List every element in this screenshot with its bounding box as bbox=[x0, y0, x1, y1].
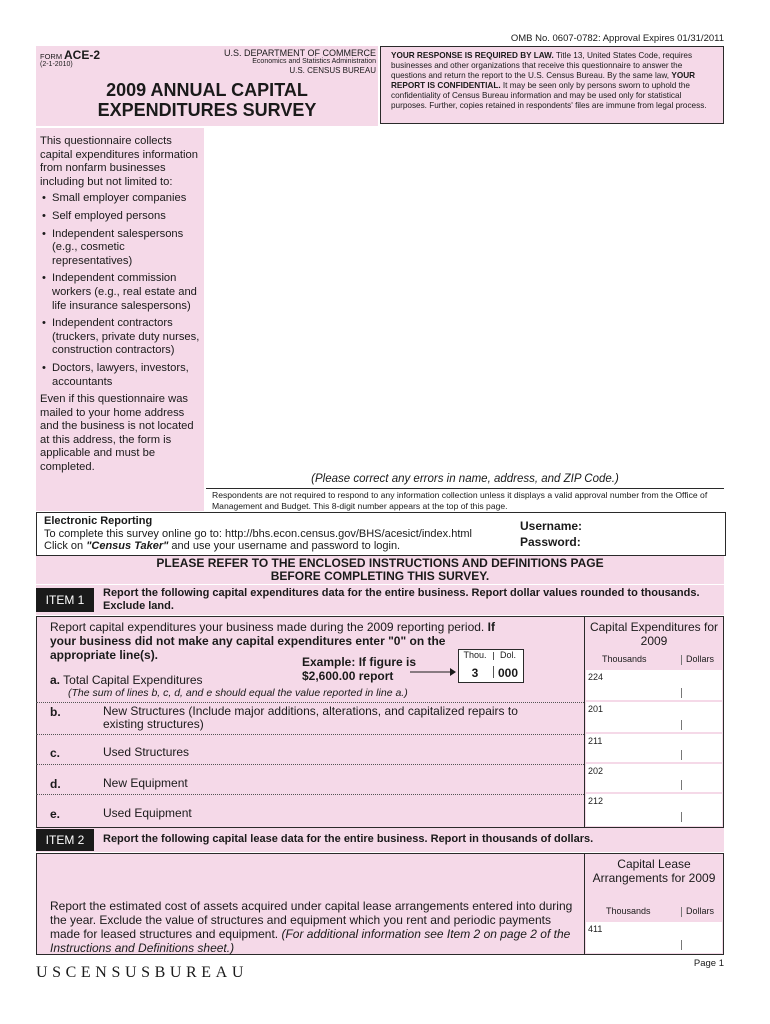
line-code: 201 bbox=[588, 704, 604, 714]
password-label: Password: bbox=[520, 535, 581, 549]
login-text: and use your username and password to login. bbox=[168, 540, 401, 552]
field-separator bbox=[681, 812, 682, 822]
refer-line: BEFORE COMPLETING THIS SURVEY. bbox=[270, 569, 490, 583]
row-divider bbox=[36, 764, 584, 765]
column-divider bbox=[584, 853, 585, 955]
column-divider bbox=[584, 616, 585, 828]
item2-tag: ITEM 2 bbox=[36, 829, 94, 851]
example-line: Example: If figure is bbox=[302, 655, 417, 669]
field-separator bbox=[681, 750, 682, 760]
census-taker-link[interactable]: "Census Taker" bbox=[86, 540, 169, 552]
survey-title-line: EXPENDITURES SURVEY bbox=[97, 100, 317, 120]
item2-report-text bbox=[50, 899, 575, 955]
login-instruction bbox=[44, 540, 400, 552]
survey-title bbox=[36, 80, 378, 120]
sidebar-list-item: • Small employer companies bbox=[40, 192, 202, 206]
line-letter: c. bbox=[50, 746, 61, 760]
address-correction-note: (Please correct any errors in name, address, and ZIP Code.) bbox=[311, 473, 619, 485]
report-bold: If your business did not make any capital expenditures enter "0" on the appropriate line(s). bbox=[50, 620, 495, 662]
report-text: Report capital expenditures your business made during the 2009 reporting period. bbox=[50, 620, 488, 634]
agency-line: U.S. DEPARTMENT OF COMMERCE bbox=[223, 48, 376, 58]
row-divider bbox=[36, 702, 584, 703]
agency-line: Economics and Statistics Administration bbox=[252, 58, 376, 65]
line-label: Total Capital Expenditures bbox=[63, 673, 203, 687]
thousands-label: Thousands bbox=[606, 906, 651, 916]
sidebar-outro: Even if this questionnaire was mailed to your home address and the business is not located at this address, the form is applicable and must be completed. bbox=[40, 393, 194, 474]
dollars-label: Dollars bbox=[686, 654, 715, 664]
confidential-notice: YOUR REPORT IS CONFIDENTIAL. bbox=[391, 71, 696, 90]
item1-column-header: Capital Expenditures for 2009 bbox=[589, 620, 719, 648]
sidebar-text bbox=[40, 135, 202, 475]
sum-note: (The sum of lines b, c, d, and e should equal the value reported in line a.) bbox=[68, 687, 408, 699]
line-code: 211 bbox=[588, 736, 603, 746]
census-bureau-logo: USCENSUSBUREAU bbox=[36, 964, 248, 981]
example-line: $2,600.00 report bbox=[302, 669, 394, 683]
field-separator bbox=[681, 688, 682, 698]
page-number: Page 1 bbox=[693, 958, 724, 969]
line-a-answer-field[interactable] bbox=[586, 670, 722, 700]
line-e-answer-field[interactable] bbox=[586, 794, 722, 826]
example-dol-value: 000 bbox=[497, 666, 519, 680]
line-letter: b. bbox=[50, 705, 61, 719]
line-b-answer-field[interactable] bbox=[586, 702, 722, 732]
sidebar-list bbox=[40, 192, 202, 389]
omb-respond-note: Respondents are not required to respond to any information collection unless it displays a valid approval number from the Office of Management and Budget. This 8-digit number appears at the top of this page. bbox=[206, 488, 724, 511]
field-separator bbox=[681, 940, 682, 950]
line-code: 202 bbox=[588, 766, 604, 776]
line-a bbox=[50, 673, 203, 687]
line-code: 212 bbox=[588, 796, 604, 806]
line-code: 411 bbox=[588, 924, 603, 934]
refer-text bbox=[36, 557, 724, 583]
item1-tag: ITEM 1 bbox=[36, 588, 94, 612]
refer-line: PLEASE REFER TO THE ENCLOSED INSTRUCTIONS AND DEFINITIONS PAGE bbox=[156, 556, 604, 570]
agency-block bbox=[190, 48, 376, 75]
sidebar-list-item: • Self employed persons bbox=[40, 210, 202, 224]
example-dol-header: Dol. bbox=[499, 650, 516, 660]
sidebar-list-item: • Independent contractors (truckers, private duty nurses, construction contractors) bbox=[40, 317, 202, 358]
legal-notice bbox=[380, 46, 724, 124]
line-label: New Equipment bbox=[103, 776, 188, 790]
form-id: ACE-2 bbox=[64, 48, 101, 62]
arrow-right-icon bbox=[410, 668, 456, 676]
form-label: FORM bbox=[40, 52, 63, 61]
online-url-line[interactable]: To complete this survey online go to: http://bhs.econ.census.gov/BHS/acesict/index.html bbox=[44, 528, 473, 540]
lease-answer-field[interactable] bbox=[586, 922, 722, 953]
line-letter: d. bbox=[50, 777, 61, 791]
line-label: Used Structures bbox=[103, 745, 190, 759]
sidebar-list-item: • Independent salespersons (e.g., cosmetic representatives) bbox=[40, 228, 202, 269]
legal-text: It may be seen only by persons sworn to uphold the confidentiality of Census Bureau information and may be used only for statistical purposes. Further, copies retained in respondents' files are immune from legal process. bbox=[391, 81, 707, 110]
form-date: (2-1-2010) bbox=[40, 61, 73, 68]
dollars-label: Dollars bbox=[686, 906, 715, 916]
line-label: Used Equipment bbox=[103, 806, 192, 820]
item2-column-header: Capital Lease Arrangements for 2009 bbox=[592, 857, 716, 885]
line-letter: a. bbox=[50, 673, 61, 687]
row-divider bbox=[36, 734, 584, 735]
line-c-answer-field[interactable] bbox=[586, 734, 722, 762]
sidebar-intro: This questionnaire collects capital expenditures information from nonfarm businesses including but not limited to: bbox=[40, 135, 198, 188]
item1-instruction: Report the following capital expenditures data for the entire business. Report dollar values rounded to thousands. Exclude land. bbox=[103, 587, 700, 612]
thousands-label: Thousands bbox=[602, 654, 647, 664]
sidebar-list-item: • Independent commission workers (e.g., real estate and life insurance salespersons) bbox=[40, 272, 202, 313]
line-letter: e. bbox=[50, 807, 61, 821]
report-italic: (For additional information see Item 2 on page 2 of the Instructions and Definitions sheet.) bbox=[50, 927, 571, 955]
legal-text: Title 13, United States Code, requires businesses and other organizations that receive this questionnaire to answer the questions and return the report to the U.S. Census Bureau. By the same law, bbox=[391, 51, 693, 80]
example-thou-header: Thou. bbox=[463, 650, 487, 660]
thousands-separator bbox=[681, 655, 682, 665]
omb-number: OMB No. 0607-0782: Approval Expires 01/31/2011 bbox=[510, 33, 724, 44]
thousands-separator bbox=[681, 907, 682, 917]
line-code: 224 bbox=[588, 672, 604, 682]
line-label: New Structures (Include major additions, alterations, and capitalized repairs to existing structures) bbox=[103, 704, 518, 731]
username-label: Username: bbox=[520, 519, 583, 533]
sidebar-list-item: • Doctors, lawyers, investors, accountants bbox=[40, 362, 202, 389]
agency-line: U.S. CENSUS BUREAU bbox=[289, 66, 376, 75]
required-by-law: YOUR RESPONSE IS REQUIRED BY LAW. bbox=[391, 51, 554, 60]
field-separator bbox=[681, 720, 682, 730]
item2-instruction: Report the following capital lease data for the entire business. Report in thousands of dollars. bbox=[103, 833, 594, 845]
field-separator bbox=[681, 780, 682, 790]
row-divider bbox=[36, 794, 584, 795]
login-text: Click on bbox=[44, 540, 87, 552]
line-d-answer-field[interactable] bbox=[586, 764, 722, 792]
report-text: Report the estimated cost of assets acquired under capital lease arrangements entered into during the year. Exclude the value of structures and equipment which you rent and periodic payments made for leased structures and equipment. bbox=[50, 899, 573, 941]
example-thou-value: 3 bbox=[471, 666, 479, 680]
survey-title-line: 2009 ANNUAL CAPITAL bbox=[106, 80, 308, 100]
electronic-reporting-heading: Electronic Reporting bbox=[44, 515, 153, 527]
